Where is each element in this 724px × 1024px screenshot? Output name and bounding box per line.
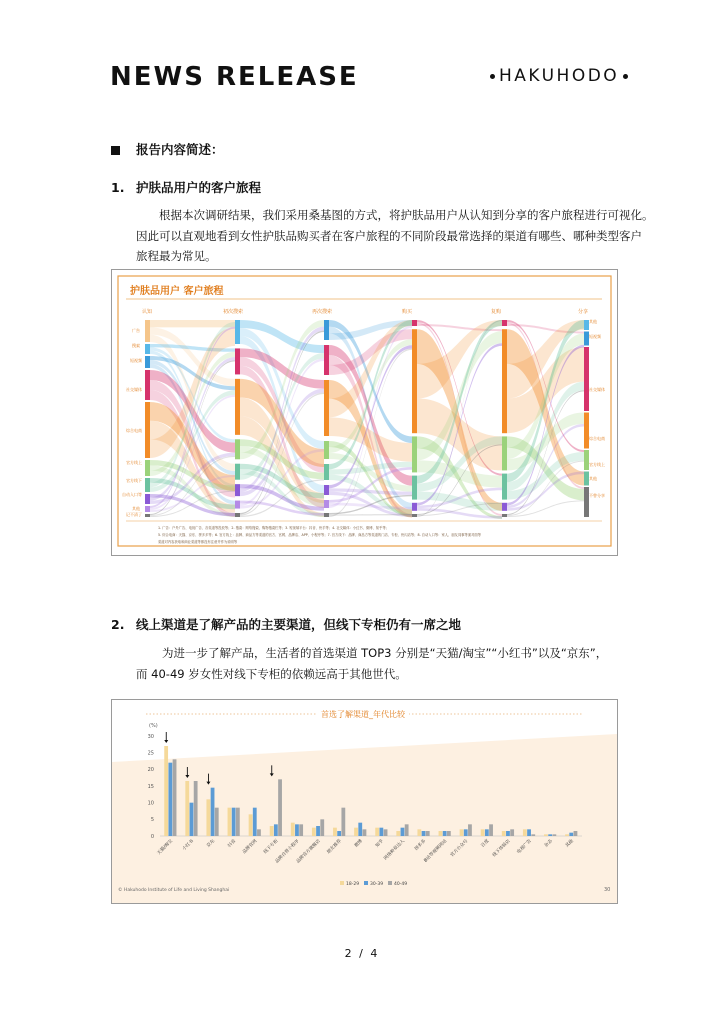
x-tick-label: 线下专柜 bbox=[263, 838, 280, 856]
y-tick-label: 30 bbox=[147, 733, 154, 740]
sankey-node bbox=[145, 514, 150, 517]
sankey-node bbox=[145, 402, 150, 458]
y-tick-label: 15 bbox=[147, 783, 154, 790]
x-tick-label: 其他 bbox=[564, 838, 575, 849]
sankey-node bbox=[145, 460, 150, 476]
bar bbox=[548, 834, 552, 836]
sankey-node bbox=[412, 503, 417, 511]
bar bbox=[510, 829, 514, 836]
channel-bar-chart bbox=[112, 700, 617, 903]
section1-line: 根据本次调研结果，我们采用桑基图的方式，将护肤品用户从认知到分享的客户旅程进行可视化。 bbox=[159, 208, 654, 222]
brand-logo bbox=[486, 66, 632, 86]
left-label: 其他 bbox=[132, 506, 140, 511]
sankey-node bbox=[584, 487, 589, 517]
channel-chart-figure bbox=[111, 699, 618, 904]
legend-swatch bbox=[364, 881, 368, 885]
section2-paragraph bbox=[136, 643, 636, 684]
bar bbox=[401, 828, 405, 836]
bar bbox=[489, 824, 493, 836]
bar bbox=[253, 808, 257, 836]
legend-label: 40-49 bbox=[394, 882, 408, 887]
y-tick-label: 0 bbox=[150, 833, 154, 840]
bar bbox=[299, 824, 303, 836]
sankey-node bbox=[235, 379, 240, 435]
bar bbox=[502, 831, 506, 836]
x-tick-label: 拼多多 bbox=[414, 838, 428, 852]
stage-label: 购买 bbox=[402, 309, 413, 315]
sankey-node bbox=[324, 485, 329, 495]
bar bbox=[164, 746, 168, 836]
stage-label: 再次搜索 bbox=[312, 309, 333, 315]
sankey-node bbox=[324, 380, 329, 436]
bar bbox=[527, 829, 531, 836]
sankey-node bbox=[324, 500, 329, 508]
section2-title: 线上渠道是了解产品的主要渠道，但线下专柜仍有一席之地 bbox=[136, 617, 462, 632]
stage-label: 复购 bbox=[491, 309, 502, 315]
sankey-title: 护肤品用户 客户旅程 bbox=[130, 286, 224, 297]
bar bbox=[185, 781, 189, 836]
x-tick-label: 天猫/淘宝 bbox=[156, 838, 174, 857]
bar bbox=[333, 828, 337, 836]
legend-line: 1. 广告：户外广告、电视广告、各渠道等投放等；2. 搜索：网络搜索、购物搜索栏等；3. 短视频平台：抖音、快手等；4. 社交媒体：小红书、微博、知乎等； bbox=[158, 526, 390, 530]
page-number: 2 / 4 bbox=[344, 947, 380, 960]
sankey-node bbox=[324, 345, 329, 375]
sankey-node bbox=[145, 344, 150, 354]
x-tick-label: B站等视频网站 bbox=[423, 838, 449, 864]
x-tick-label: 品牌自营小程序 bbox=[274, 838, 301, 865]
bar bbox=[531, 834, 535, 836]
sankey-node bbox=[584, 450, 589, 470]
bar bbox=[443, 831, 447, 836]
bar bbox=[278, 779, 282, 836]
bar bbox=[206, 799, 210, 836]
sankey-diagram bbox=[112, 270, 617, 555]
bar bbox=[552, 834, 556, 836]
chart-title: 首选了解渠道_年代比较 bbox=[321, 710, 405, 719]
bar bbox=[215, 808, 219, 836]
sankey-node bbox=[235, 464, 240, 480]
bar bbox=[341, 808, 345, 836]
sankey-node bbox=[412, 436, 417, 472]
sankey-node bbox=[235, 348, 240, 374]
x-tick-label: 京东 bbox=[206, 838, 217, 849]
summary-heading-text: 报告内容简述： bbox=[136, 142, 224, 157]
sankey-node bbox=[502, 474, 507, 500]
bar bbox=[426, 831, 430, 836]
bar bbox=[168, 763, 172, 836]
sankey-node bbox=[412, 476, 417, 500]
stage-label: 认知 bbox=[142, 309, 153, 315]
square-bullet-icon bbox=[111, 146, 120, 155]
x-tick-label: 百度 bbox=[480, 838, 491, 849]
bar bbox=[194, 781, 198, 836]
bar bbox=[569, 833, 573, 836]
sankey-node bbox=[502, 436, 507, 470]
section1-line: 旅程最为常见。 bbox=[136, 249, 217, 263]
brand-dot-right bbox=[623, 74, 628, 79]
sankey-node bbox=[502, 514, 507, 517]
left-label: 记不清了 bbox=[126, 512, 142, 517]
header-title: NEWS RELEASE bbox=[110, 62, 359, 92]
sankey-flow bbox=[150, 320, 235, 327]
bar bbox=[384, 829, 388, 836]
x-tick-label: 知乎 bbox=[375, 838, 385, 849]
section1-line: 因此可以直观地看到女性护肤品购买者在客户旅程的不同阶段最常选择的渠道有哪些、哪种类型客户 bbox=[136, 228, 642, 243]
sankey-node bbox=[235, 513, 240, 517]
sankey-node bbox=[324, 441, 329, 459]
x-tick-label: 品牌官网 bbox=[242, 838, 259, 856]
section1-number: 1. bbox=[111, 180, 125, 195]
summary-heading bbox=[111, 140, 224, 158]
bar bbox=[295, 824, 299, 836]
chart-legend bbox=[340, 881, 407, 887]
bar bbox=[249, 814, 253, 836]
sankey-node bbox=[412, 320, 417, 326]
bar bbox=[439, 831, 443, 836]
sankey-node bbox=[412, 514, 417, 517]
bar bbox=[274, 824, 278, 836]
bar bbox=[460, 829, 464, 836]
stage-label: 初次搜索 bbox=[223, 309, 244, 315]
legend-swatch bbox=[340, 881, 344, 885]
left-label: 自动入口等 bbox=[122, 492, 142, 497]
sankey-node bbox=[145, 320, 150, 342]
bar bbox=[337, 831, 341, 836]
sankey-node bbox=[145, 370, 150, 400]
bar bbox=[270, 826, 274, 836]
sankey-node bbox=[502, 320, 507, 326]
x-tick-label: 杂志 bbox=[543, 838, 554, 849]
section2-line: 而 40-49 岁女性对线下专柜的依赖远高于其他世代。 bbox=[136, 666, 407, 681]
legend-line: 渠道对内容获取和商业渠道等都没有注意并作为说明等 bbox=[158, 540, 238, 544]
sankey-node bbox=[145, 506, 150, 512]
chart-unit: (%) bbox=[149, 723, 158, 729]
left-label: 短视频 bbox=[130, 358, 142, 363]
brand-dot-left bbox=[490, 74, 495, 79]
right-label: 综合电商 bbox=[589, 436, 605, 441]
bar bbox=[405, 824, 409, 836]
y-tick-label: 20 bbox=[147, 767, 154, 774]
bar bbox=[236, 808, 240, 836]
x-tick-label: 抖音 bbox=[227, 838, 238, 849]
right-label: 其他 bbox=[589, 319, 597, 324]
right-label: 其他 bbox=[589, 476, 597, 481]
bar bbox=[190, 803, 194, 836]
sankey-node bbox=[235, 439, 240, 459]
stage-label: 分享 bbox=[578, 309, 589, 315]
right-label: 官方线上 bbox=[589, 462, 605, 467]
right-label: 社交媒体 bbox=[589, 387, 605, 392]
bar bbox=[506, 831, 510, 836]
bar bbox=[358, 823, 362, 836]
sankey-node bbox=[145, 478, 150, 492]
section2-heading bbox=[111, 615, 461, 633]
sankey-node bbox=[502, 329, 507, 433]
bar bbox=[320, 819, 324, 836]
bar bbox=[291, 823, 295, 836]
left-label: 官方线上 bbox=[126, 460, 142, 465]
legend-line: 5. 综合电商：天猫、京东、拼多多等；6. 官方线上：品牌、商品方等渠道的官方、官网、品牌店、APP、小程序等；7. 官方线下：品牌、商品方等渠道的门店、专柜、快闪店等；8. 自动入口等：家人、朋友同事等面对面等 bbox=[158, 533, 482, 537]
bar bbox=[447, 831, 451, 836]
sankey-node bbox=[145, 494, 150, 504]
x-tick-label: 朋友推荐 bbox=[326, 838, 343, 856]
left-label: 综合电商 bbox=[126, 428, 142, 433]
right-label: 不曾分享 bbox=[589, 493, 605, 498]
sankey-figure bbox=[111, 269, 618, 556]
sankey-node bbox=[324, 320, 329, 340]
bar bbox=[565, 834, 569, 836]
sankey-node bbox=[145, 356, 150, 368]
right-label: 短视频 bbox=[589, 334, 601, 339]
x-tick-label: 电视广告 bbox=[516, 838, 533, 856]
x-tick-label: 官方公众号 bbox=[449, 838, 470, 859]
bar bbox=[312, 828, 316, 836]
bar bbox=[232, 808, 236, 836]
left-label: 搜索 bbox=[132, 343, 140, 348]
section1-heading bbox=[111, 178, 261, 196]
chart-footer: © Hakuhodo Institute of Life and Living Shanghai bbox=[118, 888, 230, 893]
sankey-node bbox=[235, 501, 240, 509]
section1-paragraph bbox=[136, 205, 654, 267]
sankey-node bbox=[235, 320, 240, 344]
section2-number: 2. bbox=[111, 617, 125, 632]
bar bbox=[523, 829, 527, 836]
legend-label: 18-29 bbox=[346, 882, 360, 887]
left-label: 官方线下 bbox=[126, 478, 142, 483]
x-tick-label: 品牌官方旗舰店 bbox=[295, 838, 322, 865]
sankey-node bbox=[584, 413, 589, 449]
sankey-node bbox=[324, 513, 329, 517]
y-tick-label: 10 bbox=[147, 800, 154, 807]
x-tick-label: 线下体验店 bbox=[492, 838, 512, 859]
left-label: 社交媒体 bbox=[126, 387, 142, 392]
section2-line: 为进一步了解产品，生活者的首选渠道 TOP3 分别是“天猫/淘宝”“小红书”以及“京东”， bbox=[162, 646, 608, 660]
bar bbox=[379, 828, 383, 836]
bar bbox=[422, 831, 426, 836]
sankey-node bbox=[324, 464, 329, 480]
x-tick-label: 小红书 bbox=[181, 838, 196, 852]
bar bbox=[228, 808, 232, 836]
bar bbox=[354, 828, 358, 836]
sankey-node bbox=[502, 503, 507, 511]
sankey-node bbox=[412, 329, 417, 433]
y-tick-label: 25 bbox=[147, 750, 154, 757]
legend-swatch bbox=[388, 881, 392, 885]
bar bbox=[375, 828, 379, 836]
bar bbox=[485, 829, 489, 836]
bar bbox=[481, 829, 485, 836]
bar bbox=[211, 788, 215, 836]
x-tick-label: 网络种草达人 bbox=[383, 838, 407, 862]
x-tick-label: 微博 bbox=[353, 838, 364, 849]
bar bbox=[316, 826, 320, 836]
chart-page-number: 30 bbox=[604, 887, 611, 893]
bar bbox=[464, 829, 468, 836]
left-label: 广告 bbox=[132, 328, 140, 333]
sankey-node bbox=[584, 347, 589, 411]
bar bbox=[574, 831, 578, 836]
bar bbox=[544, 834, 548, 836]
section1-title: 护肤品用户的客户旅程 bbox=[136, 180, 262, 195]
y-tick-label: 5 bbox=[150, 817, 154, 824]
bar bbox=[257, 829, 261, 836]
bar bbox=[468, 824, 472, 836]
legend-label: 30-39 bbox=[370, 882, 384, 887]
bar bbox=[396, 831, 400, 836]
bar bbox=[173, 759, 177, 836]
brand-name: HAKUHODO bbox=[499, 66, 620, 86]
sankey-node bbox=[235, 484, 240, 496]
bar bbox=[417, 829, 421, 836]
bar bbox=[363, 829, 367, 836]
